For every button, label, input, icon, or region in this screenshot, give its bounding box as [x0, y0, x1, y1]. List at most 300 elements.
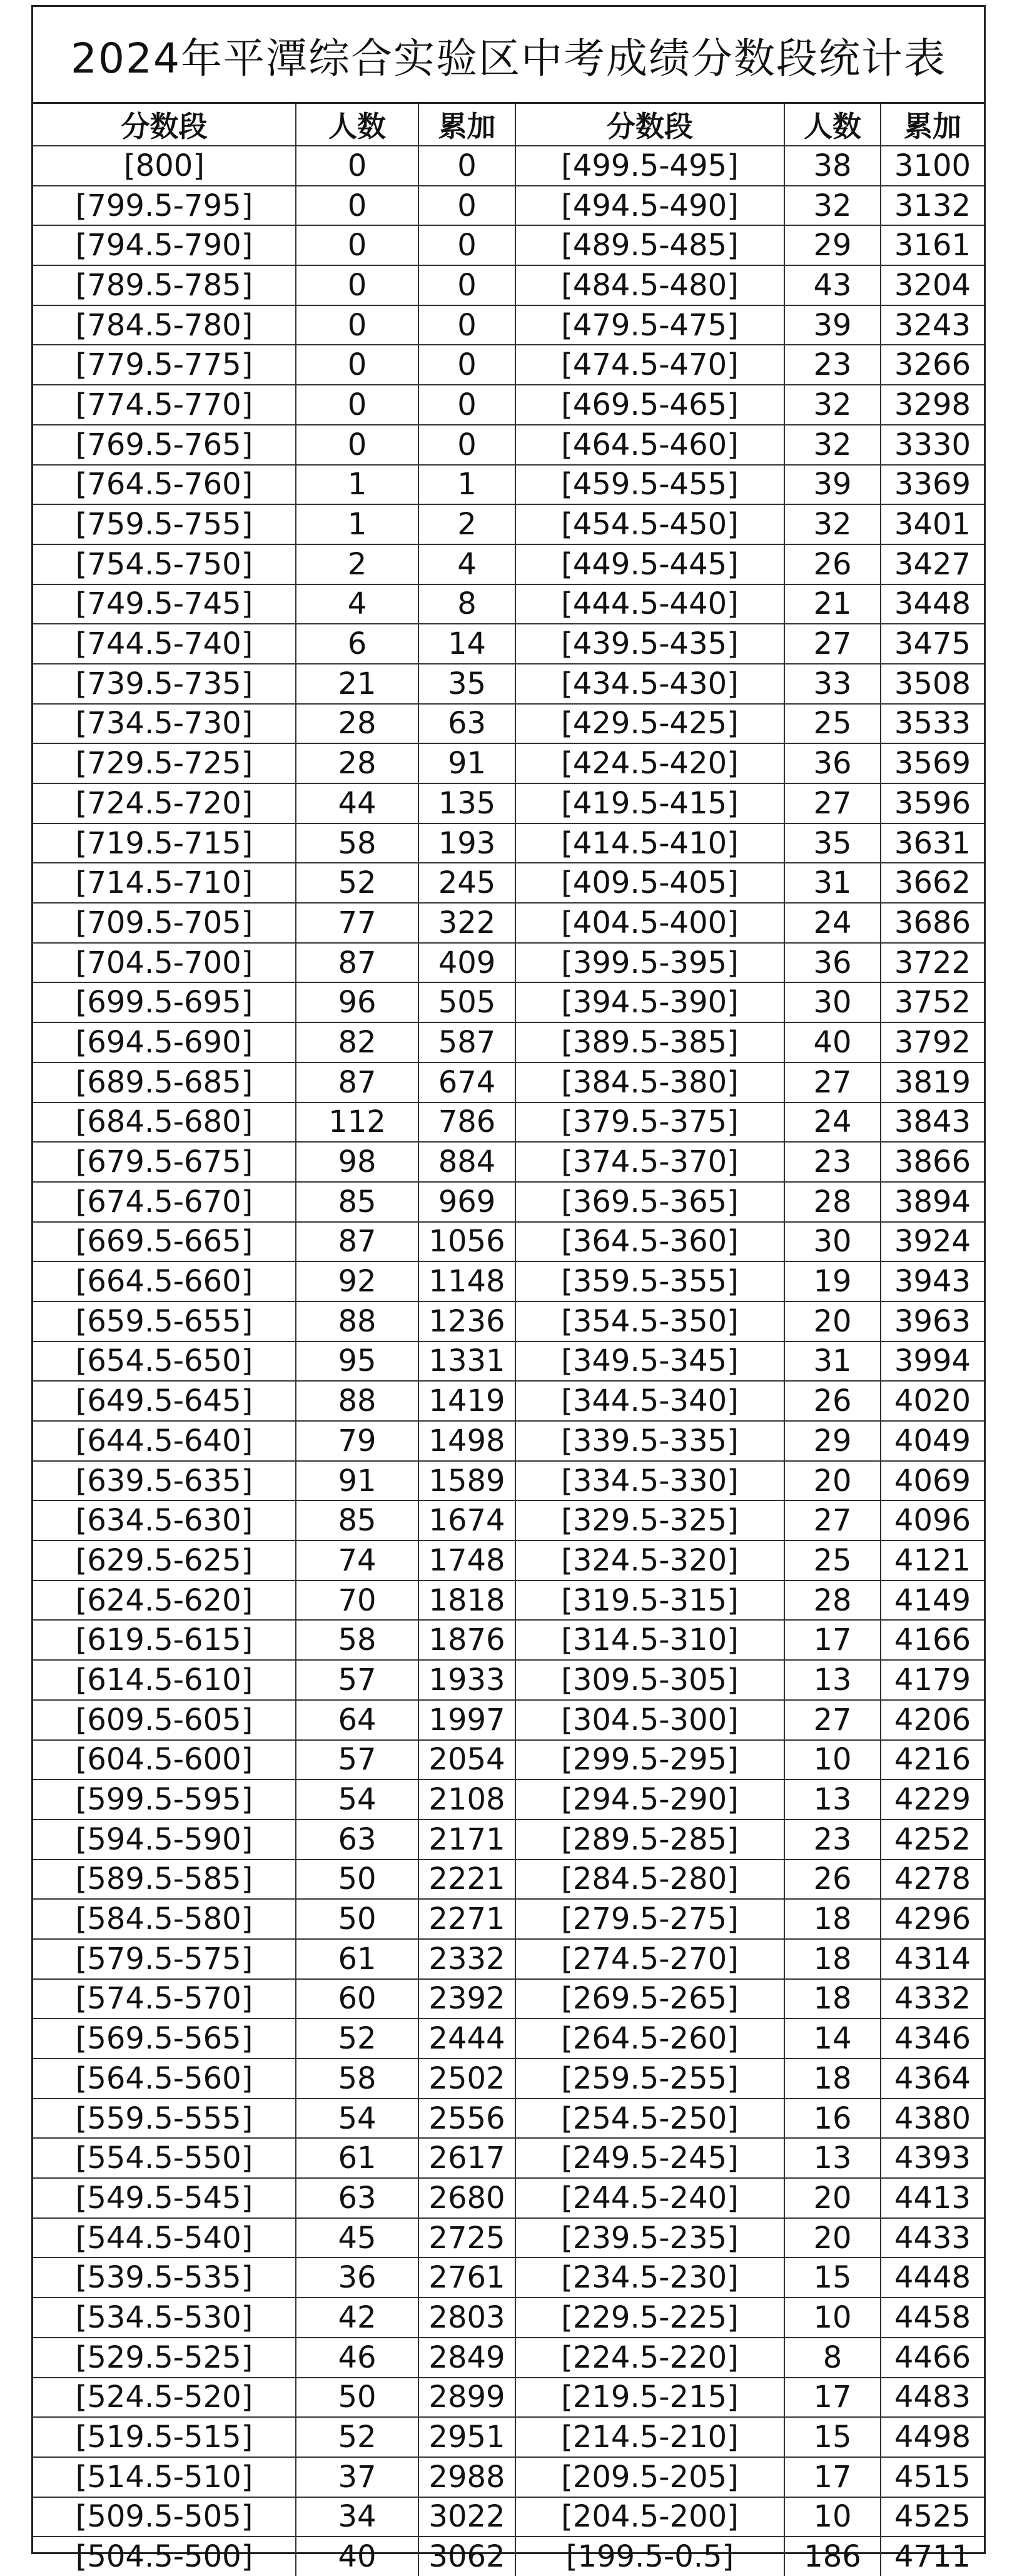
- count-cell-left: 63: [296, 1820, 418, 1860]
- range-cell-right: [254.5-250]: [515, 2099, 784, 2139]
- table-row: [33, 2497, 984, 2537]
- count-cell-right: 17: [784, 2457, 881, 2497]
- table-row: [33, 1500, 984, 1540]
- header-range-right: 分数段: [515, 104, 784, 146]
- table-row: [33, 425, 984, 465]
- table-header: [33, 104, 984, 146]
- count-cell-right: 10: [784, 2497, 881, 2537]
- count-cell-right: 27: [784, 1062, 881, 1102]
- count-cell-left: 70: [296, 1581, 418, 1621]
- count-cell-left: 21: [296, 664, 418, 704]
- range-cell-right: [419.5-415]: [515, 783, 784, 823]
- cumulative-cell-right: 3569: [881, 743, 984, 783]
- cumulative-cell-right: 3994: [881, 1341, 984, 1382]
- range-cell-left: [704.5-700]: [33, 943, 296, 983]
- table-row: [33, 1102, 984, 1143]
- count-cell-right: 25: [784, 1540, 881, 1581]
- table-row: [33, 305, 984, 345]
- cumulative-cell-right: 4458: [881, 2298, 984, 2338]
- range-cell-left: [604.5-600]: [33, 1740, 296, 1780]
- range-cell-left: [584.5-580]: [33, 1899, 296, 1939]
- cumulative-cell-left: 0: [418, 265, 515, 305]
- page-title: 2024年平潭综合实验区中考成绩分数段统计表: [33, 7, 984, 104]
- range-cell-right: [319.5-315]: [515, 1581, 784, 1621]
- table-row: [33, 2298, 984, 2338]
- cumulative-cell-right: 4096: [881, 1500, 984, 1540]
- cumulative-cell-left: 2899: [418, 2378, 515, 2418]
- table-row: [33, 2019, 984, 2059]
- range-cell-right: [354.5-350]: [515, 1301, 784, 1341]
- count-cell-left: 112: [296, 1102, 418, 1143]
- cumulative-cell-right: 4166: [881, 1620, 984, 1660]
- count-cell-left: 58: [296, 1620, 418, 1660]
- table-row: [33, 265, 984, 305]
- range-cell-left: [579.5-575]: [33, 1939, 296, 1979]
- table-row: [33, 863, 984, 903]
- cumulative-cell-left: 1933: [418, 1660, 515, 1700]
- range-cell-left: [774.5-770]: [33, 385, 296, 425]
- count-cell-right: 20: [784, 2218, 881, 2258]
- range-cell-left: [764.5-760]: [33, 465, 296, 505]
- range-cell-right: [394.5-390]: [515, 982, 784, 1022]
- table-row: [33, 2338, 984, 2378]
- count-cell-right: 26: [784, 1381, 881, 1421]
- count-cell-right: 32: [784, 385, 881, 425]
- table-row: [33, 345, 984, 385]
- count-cell-left: 37: [296, 2457, 418, 2497]
- range-cell-right: [269.5-265]: [515, 1979, 784, 2019]
- range-cell-left: [794.5-790]: [33, 225, 296, 265]
- range-cell-right: [389.5-385]: [515, 1022, 784, 1062]
- cumulative-cell-left: 2617: [418, 2138, 515, 2178]
- count-cell-right: 13: [784, 1660, 881, 1700]
- cumulative-cell-right: 4149: [881, 1581, 984, 1621]
- cumulative-cell-left: 1818: [418, 1581, 515, 1621]
- range-cell-left: [719.5-715]: [33, 823, 296, 863]
- table-row: [33, 1540, 984, 1581]
- cumulative-cell-right: 3475: [881, 624, 984, 664]
- table-row: [33, 544, 984, 584]
- count-cell-right: 13: [784, 2138, 881, 2178]
- range-cell-right: [324.5-320]: [515, 1540, 784, 1581]
- count-cell-left: 28: [296, 704, 418, 744]
- count-cell-right: 27: [784, 624, 881, 664]
- count-cell-right: 40: [784, 1022, 881, 1062]
- range-cell-right: [464.5-460]: [515, 425, 784, 465]
- range-cell-right: [484.5-480]: [515, 265, 784, 305]
- cumulative-cell-right: 3298: [881, 385, 984, 425]
- cumulative-cell-right: 4252: [881, 1820, 984, 1860]
- cumulative-cell-right: 4296: [881, 1899, 984, 1939]
- count-cell-left: 2: [296, 544, 418, 584]
- count-cell-right: 32: [784, 504, 881, 544]
- cumulative-cell-right: 3843: [881, 1102, 984, 1143]
- range-cell-left: [789.5-785]: [33, 265, 296, 305]
- range-cell-left: [574.5-570]: [33, 1979, 296, 2019]
- cumulative-cell-right: 3596: [881, 783, 984, 823]
- cumulative-cell-left: 0: [418, 146, 515, 186]
- range-cell-right: [229.5-225]: [515, 2298, 784, 2338]
- cumulative-cell-right: 3924: [881, 1222, 984, 1262]
- table-row: [33, 1581, 984, 1621]
- range-cell-left: [759.5-755]: [33, 504, 296, 544]
- range-cell-right: [399.5-395]: [515, 943, 784, 983]
- range-cell-right: [414.5-410]: [515, 823, 784, 863]
- cumulative-cell-left: 674: [418, 1062, 515, 1102]
- cumulative-cell-left: 35: [418, 664, 515, 704]
- count-cell-right: 32: [784, 186, 881, 226]
- count-cell-right: 24: [784, 1102, 881, 1143]
- range-cell-right: [299.5-295]: [515, 1740, 784, 1780]
- cumulative-cell-right: 4466: [881, 2338, 984, 2378]
- count-cell-right: 26: [784, 544, 881, 584]
- cumulative-cell-left: 1419: [418, 1381, 515, 1421]
- count-cell-right: 32: [784, 425, 881, 465]
- cumulative-cell-left: 2392: [418, 1979, 515, 2019]
- count-cell-right: 36: [784, 943, 881, 983]
- count-cell-left: 96: [296, 982, 418, 1022]
- count-cell-left: 0: [296, 305, 418, 345]
- range-cell-left: [509.5-505]: [33, 2497, 296, 2537]
- range-cell-right: [334.5-330]: [515, 1461, 784, 1501]
- header-cumulative-right: 累加: [881, 104, 984, 146]
- cumulative-cell-left: 505: [418, 982, 515, 1022]
- count-cell-right: 19: [784, 1261, 881, 1301]
- range-cell-right: [379.5-375]: [515, 1102, 784, 1143]
- range-cell-right: [204.5-200]: [515, 2497, 784, 2537]
- cumulative-cell-right: 4433: [881, 2218, 984, 2258]
- count-cell-left: 52: [296, 2019, 418, 2059]
- count-cell-right: 28: [784, 1581, 881, 1621]
- cumulative-cell-left: 1674: [418, 1500, 515, 1540]
- count-cell-right: 17: [784, 2378, 881, 2418]
- cumulative-cell-left: 1748: [418, 1540, 515, 1581]
- range-cell-right: [309.5-305]: [515, 1660, 784, 1700]
- count-cell-left: 0: [296, 186, 418, 226]
- cumulative-cell-left: 91: [418, 743, 515, 783]
- count-cell-left: 57: [296, 1740, 418, 1780]
- count-cell-left: 82: [296, 1022, 418, 1062]
- cumulative-cell-right: 3792: [881, 1022, 984, 1062]
- table-row: [33, 1939, 984, 1979]
- range-cell-right: [284.5-280]: [515, 1860, 784, 1900]
- range-cell-left: [659.5-655]: [33, 1301, 296, 1341]
- range-cell-right: [314.5-310]: [515, 1620, 784, 1660]
- cumulative-cell-left: 2108: [418, 1779, 515, 1820]
- table-row: [33, 1860, 984, 1900]
- count-cell-left: 0: [296, 225, 418, 265]
- range-cell-right: [239.5-235]: [515, 2218, 784, 2258]
- cumulative-cell-left: 0: [418, 385, 515, 425]
- count-cell-left: 0: [296, 385, 418, 425]
- count-cell-right: 24: [784, 903, 881, 943]
- cumulative-cell-left: 4: [418, 544, 515, 584]
- cumulative-cell-right: 3204: [881, 265, 984, 305]
- range-cell-right: [374.5-370]: [515, 1142, 784, 1182]
- range-cell-right: [339.5-335]: [515, 1421, 784, 1461]
- range-cell-left: [564.5-560]: [33, 2059, 296, 2099]
- count-cell-left: 28: [296, 743, 418, 783]
- range-cell-left: [539.5-535]: [33, 2258, 296, 2298]
- count-cell-right: 18: [784, 1899, 881, 1939]
- table-row: [33, 2099, 984, 2139]
- range-cell-left: [554.5-550]: [33, 2138, 296, 2178]
- range-cell-left: [684.5-680]: [33, 1102, 296, 1143]
- cumulative-cell-right: 3369: [881, 465, 984, 505]
- cumulative-cell-right: 4711: [881, 2537, 984, 2576]
- count-cell-right: 15: [784, 2258, 881, 2298]
- table-row: [33, 1341, 984, 1382]
- range-cell-left: [779.5-775]: [33, 345, 296, 385]
- range-cell-right: [349.5-345]: [515, 1341, 784, 1382]
- table-row: [33, 783, 984, 823]
- count-cell-right: 27: [784, 1700, 881, 1740]
- count-cell-right: 15: [784, 2417, 881, 2457]
- table-body: [33, 146, 984, 2576]
- count-cell-left: 92: [296, 1261, 418, 1301]
- cumulative-cell-right: 4278: [881, 1860, 984, 1900]
- count-cell-left: 57: [296, 1660, 418, 1700]
- count-cell-right: 39: [784, 305, 881, 345]
- cumulative-cell-right: 3631: [881, 823, 984, 863]
- table-row: [33, 1620, 984, 1660]
- table-row: [33, 1062, 984, 1102]
- table-row: [33, 1222, 984, 1262]
- count-cell-right: 23: [784, 1820, 881, 1860]
- cumulative-cell-left: 1148: [418, 1261, 515, 1301]
- table-row: [33, 1820, 984, 1860]
- table-row: [33, 743, 984, 783]
- range-cell-left: [689.5-685]: [33, 1062, 296, 1102]
- table-row: [33, 1421, 984, 1461]
- range-cell-right: [454.5-450]: [515, 504, 784, 544]
- table-row: [33, 943, 984, 983]
- table-row: [33, 1979, 984, 2019]
- cumulative-cell-right: 4393: [881, 2138, 984, 2178]
- cumulative-cell-left: 0: [418, 186, 515, 226]
- table-row: [33, 823, 984, 863]
- table-row: [33, 2417, 984, 2457]
- range-cell-left: [569.5-565]: [33, 2019, 296, 2059]
- count-cell-right: 27: [784, 783, 881, 823]
- cumulative-cell-right: 3243: [881, 305, 984, 345]
- count-cell-right: 25: [784, 704, 881, 744]
- range-cell-right: [304.5-300]: [515, 1700, 784, 1740]
- range-cell-left: [559.5-555]: [33, 2099, 296, 2139]
- cumulative-cell-right: 4448: [881, 2258, 984, 2298]
- range-cell-left: [639.5-635]: [33, 1461, 296, 1501]
- range-cell-right: [279.5-275]: [515, 1899, 784, 1939]
- cumulative-cell-left: 245: [418, 863, 515, 903]
- count-cell-left: 50: [296, 2378, 418, 2418]
- cumulative-cell-left: 0: [418, 425, 515, 465]
- cumulative-cell-left: 786: [418, 1102, 515, 1143]
- range-cell-left: [664.5-660]: [33, 1261, 296, 1301]
- count-cell-left: 42: [296, 2298, 418, 2338]
- table-row: [33, 1381, 984, 1421]
- table-row: [33, 624, 984, 664]
- cumulative-cell-left: 2951: [418, 2417, 515, 2457]
- cumulative-cell-right: 3963: [881, 1301, 984, 1341]
- table-row: [33, 1301, 984, 1341]
- range-cell-left: [679.5-675]: [33, 1142, 296, 1182]
- range-cell-right: [489.5-485]: [515, 225, 784, 265]
- count-cell-left: 52: [296, 863, 418, 903]
- range-cell-right: [439.5-435]: [515, 624, 784, 664]
- cumulative-cell-left: 587: [418, 1022, 515, 1062]
- count-cell-right: 21: [784, 584, 881, 624]
- count-cell-left: 52: [296, 2417, 418, 2457]
- count-cell-right: 10: [784, 2298, 881, 2338]
- count-cell-left: 91: [296, 1461, 418, 1501]
- range-cell-left: [589.5-585]: [33, 1860, 296, 1900]
- range-cell-left: [629.5-625]: [33, 1540, 296, 1581]
- range-cell-right: [479.5-475]: [515, 305, 784, 345]
- range-cell-left: [644.5-640]: [33, 1421, 296, 1461]
- cumulative-cell-right: 4332: [881, 1979, 984, 2019]
- cumulative-cell-left: 135: [418, 783, 515, 823]
- count-cell-left: 1: [296, 465, 418, 505]
- count-cell-left: 54: [296, 2099, 418, 2139]
- count-cell-left: 63: [296, 2178, 418, 2218]
- range-cell-right: [369.5-365]: [515, 1182, 784, 1222]
- count-cell-right: 39: [784, 465, 881, 505]
- count-cell-right: 28: [784, 1182, 881, 1222]
- count-cell-right: 20: [784, 2178, 881, 2218]
- header-cumulative-left: 累加: [418, 104, 515, 146]
- cumulative-cell-left: 3022: [418, 2497, 515, 2537]
- range-cell-left: [649.5-645]: [33, 1381, 296, 1421]
- cumulative-cell-left: 2680: [418, 2178, 515, 2218]
- count-cell-left: 79: [296, 1421, 418, 1461]
- table-row: [33, 2457, 984, 2497]
- cumulative-cell-right: 3819: [881, 1062, 984, 1102]
- header-range-left: 分数段: [33, 104, 296, 146]
- cumulative-cell-left: 969: [418, 1182, 515, 1222]
- cumulative-cell-left: 2: [418, 504, 515, 544]
- count-cell-left: 61: [296, 2138, 418, 2178]
- range-cell-left: [714.5-710]: [33, 863, 296, 903]
- table-row: [33, 1899, 984, 1939]
- count-cell-left: 54: [296, 1779, 418, 1820]
- cumulative-cell-right: 4314: [881, 1939, 984, 1979]
- range-cell-left: [749.5-745]: [33, 584, 296, 624]
- range-cell-left: [709.5-705]: [33, 903, 296, 943]
- count-cell-left: 87: [296, 1062, 418, 1102]
- cumulative-cell-left: 2271: [418, 1899, 515, 1939]
- cumulative-cell-left: 1589: [418, 1461, 515, 1501]
- table-row: [33, 2378, 984, 2418]
- cumulative-cell-right: 3330: [881, 425, 984, 465]
- cumulative-cell-left: 193: [418, 823, 515, 863]
- table-row: [33, 2258, 984, 2298]
- cumulative-cell-left: 1498: [418, 1421, 515, 1461]
- range-cell-right: [294.5-290]: [515, 1779, 784, 1820]
- range-cell-left: [609.5-605]: [33, 1700, 296, 1740]
- range-cell-left: [699.5-695]: [33, 982, 296, 1022]
- cumulative-cell-left: 2725: [418, 2218, 515, 2258]
- count-cell-left: 87: [296, 943, 418, 983]
- cumulative-cell-right: 4380: [881, 2099, 984, 2139]
- count-cell-right: 23: [784, 1142, 881, 1182]
- count-cell-left: 34: [296, 2497, 418, 2537]
- range-cell-right: [259.5-255]: [515, 2059, 784, 2099]
- table-row: [33, 1022, 984, 1062]
- range-cell-right: [459.5-455]: [515, 465, 784, 505]
- range-cell-left: [694.5-690]: [33, 1022, 296, 1062]
- range-cell-right: [289.5-285]: [515, 1820, 784, 1860]
- range-cell-right: [474.5-470]: [515, 345, 784, 385]
- count-cell-right: 23: [784, 345, 881, 385]
- cumulative-cell-right: 3722: [881, 943, 984, 983]
- count-cell-right: 18: [784, 1939, 881, 1979]
- table-row: [33, 186, 984, 226]
- cumulative-cell-right: 3533: [881, 704, 984, 744]
- count-cell-right: 36: [784, 743, 881, 783]
- cumulative-cell-left: 2556: [418, 2099, 515, 2139]
- count-cell-left: 60: [296, 1979, 418, 2019]
- cumulative-cell-left: 3062: [418, 2537, 515, 2576]
- table-row: [33, 465, 984, 505]
- range-cell-right: [224.5-220]: [515, 2338, 784, 2378]
- cumulative-cell-right: 4206: [881, 1700, 984, 1740]
- count-cell-right: 18: [784, 1979, 881, 2019]
- range-cell-left: [624.5-620]: [33, 1581, 296, 1621]
- cumulative-cell-left: 1: [418, 465, 515, 505]
- count-cell-right: 33: [784, 664, 881, 704]
- count-cell-left: 36: [296, 2258, 418, 2298]
- table-row: [33, 2218, 984, 2258]
- count-cell-left: 95: [296, 1341, 418, 1382]
- table-row: [33, 1182, 984, 1222]
- table-row: [33, 1142, 984, 1182]
- range-cell-left: [669.5-665]: [33, 1222, 296, 1262]
- cumulative-cell-left: 8: [418, 584, 515, 624]
- cumulative-cell-right: 3508: [881, 664, 984, 704]
- cumulative-cell-right: 3943: [881, 1261, 984, 1301]
- count-cell-left: 58: [296, 823, 418, 863]
- cumulative-cell-right: 3448: [881, 584, 984, 624]
- range-cell-left: [674.5-670]: [33, 1182, 296, 1222]
- table-row: [33, 2537, 984, 2576]
- count-cell-left: 40: [296, 2537, 418, 2576]
- cumulative-cell-right: 4179: [881, 1660, 984, 1700]
- table-row: [33, 385, 984, 425]
- count-cell-right: 20: [784, 1301, 881, 1341]
- cumulative-cell-left: 2761: [418, 2258, 515, 2298]
- count-cell-left: 74: [296, 1540, 418, 1581]
- count-cell-left: 0: [296, 425, 418, 465]
- range-cell-right: [499.5-495]: [515, 146, 784, 186]
- range-cell-right: [429.5-425]: [515, 704, 784, 744]
- cumulative-cell-right: 4049: [881, 1421, 984, 1461]
- count-cell-right: 16: [784, 2099, 881, 2139]
- range-cell-left: [504.5-500]: [33, 2537, 296, 2576]
- count-cell-left: 58: [296, 2059, 418, 2099]
- count-cell-left: 1: [296, 504, 418, 544]
- range-cell-right: [494.5-490]: [515, 186, 784, 226]
- cumulative-cell-right: 3752: [881, 982, 984, 1022]
- cumulative-cell-right: 4216: [881, 1740, 984, 1780]
- count-cell-right: 29: [784, 225, 881, 265]
- table-row: [33, 1779, 984, 1820]
- count-cell-right: 20: [784, 1461, 881, 1501]
- range-cell-left: [614.5-610]: [33, 1660, 296, 1700]
- cumulative-cell-right: 3401: [881, 504, 984, 544]
- count-cell-left: 46: [296, 2338, 418, 2378]
- count-cell-left: 44: [296, 783, 418, 823]
- count-cell-left: 88: [296, 1301, 418, 1341]
